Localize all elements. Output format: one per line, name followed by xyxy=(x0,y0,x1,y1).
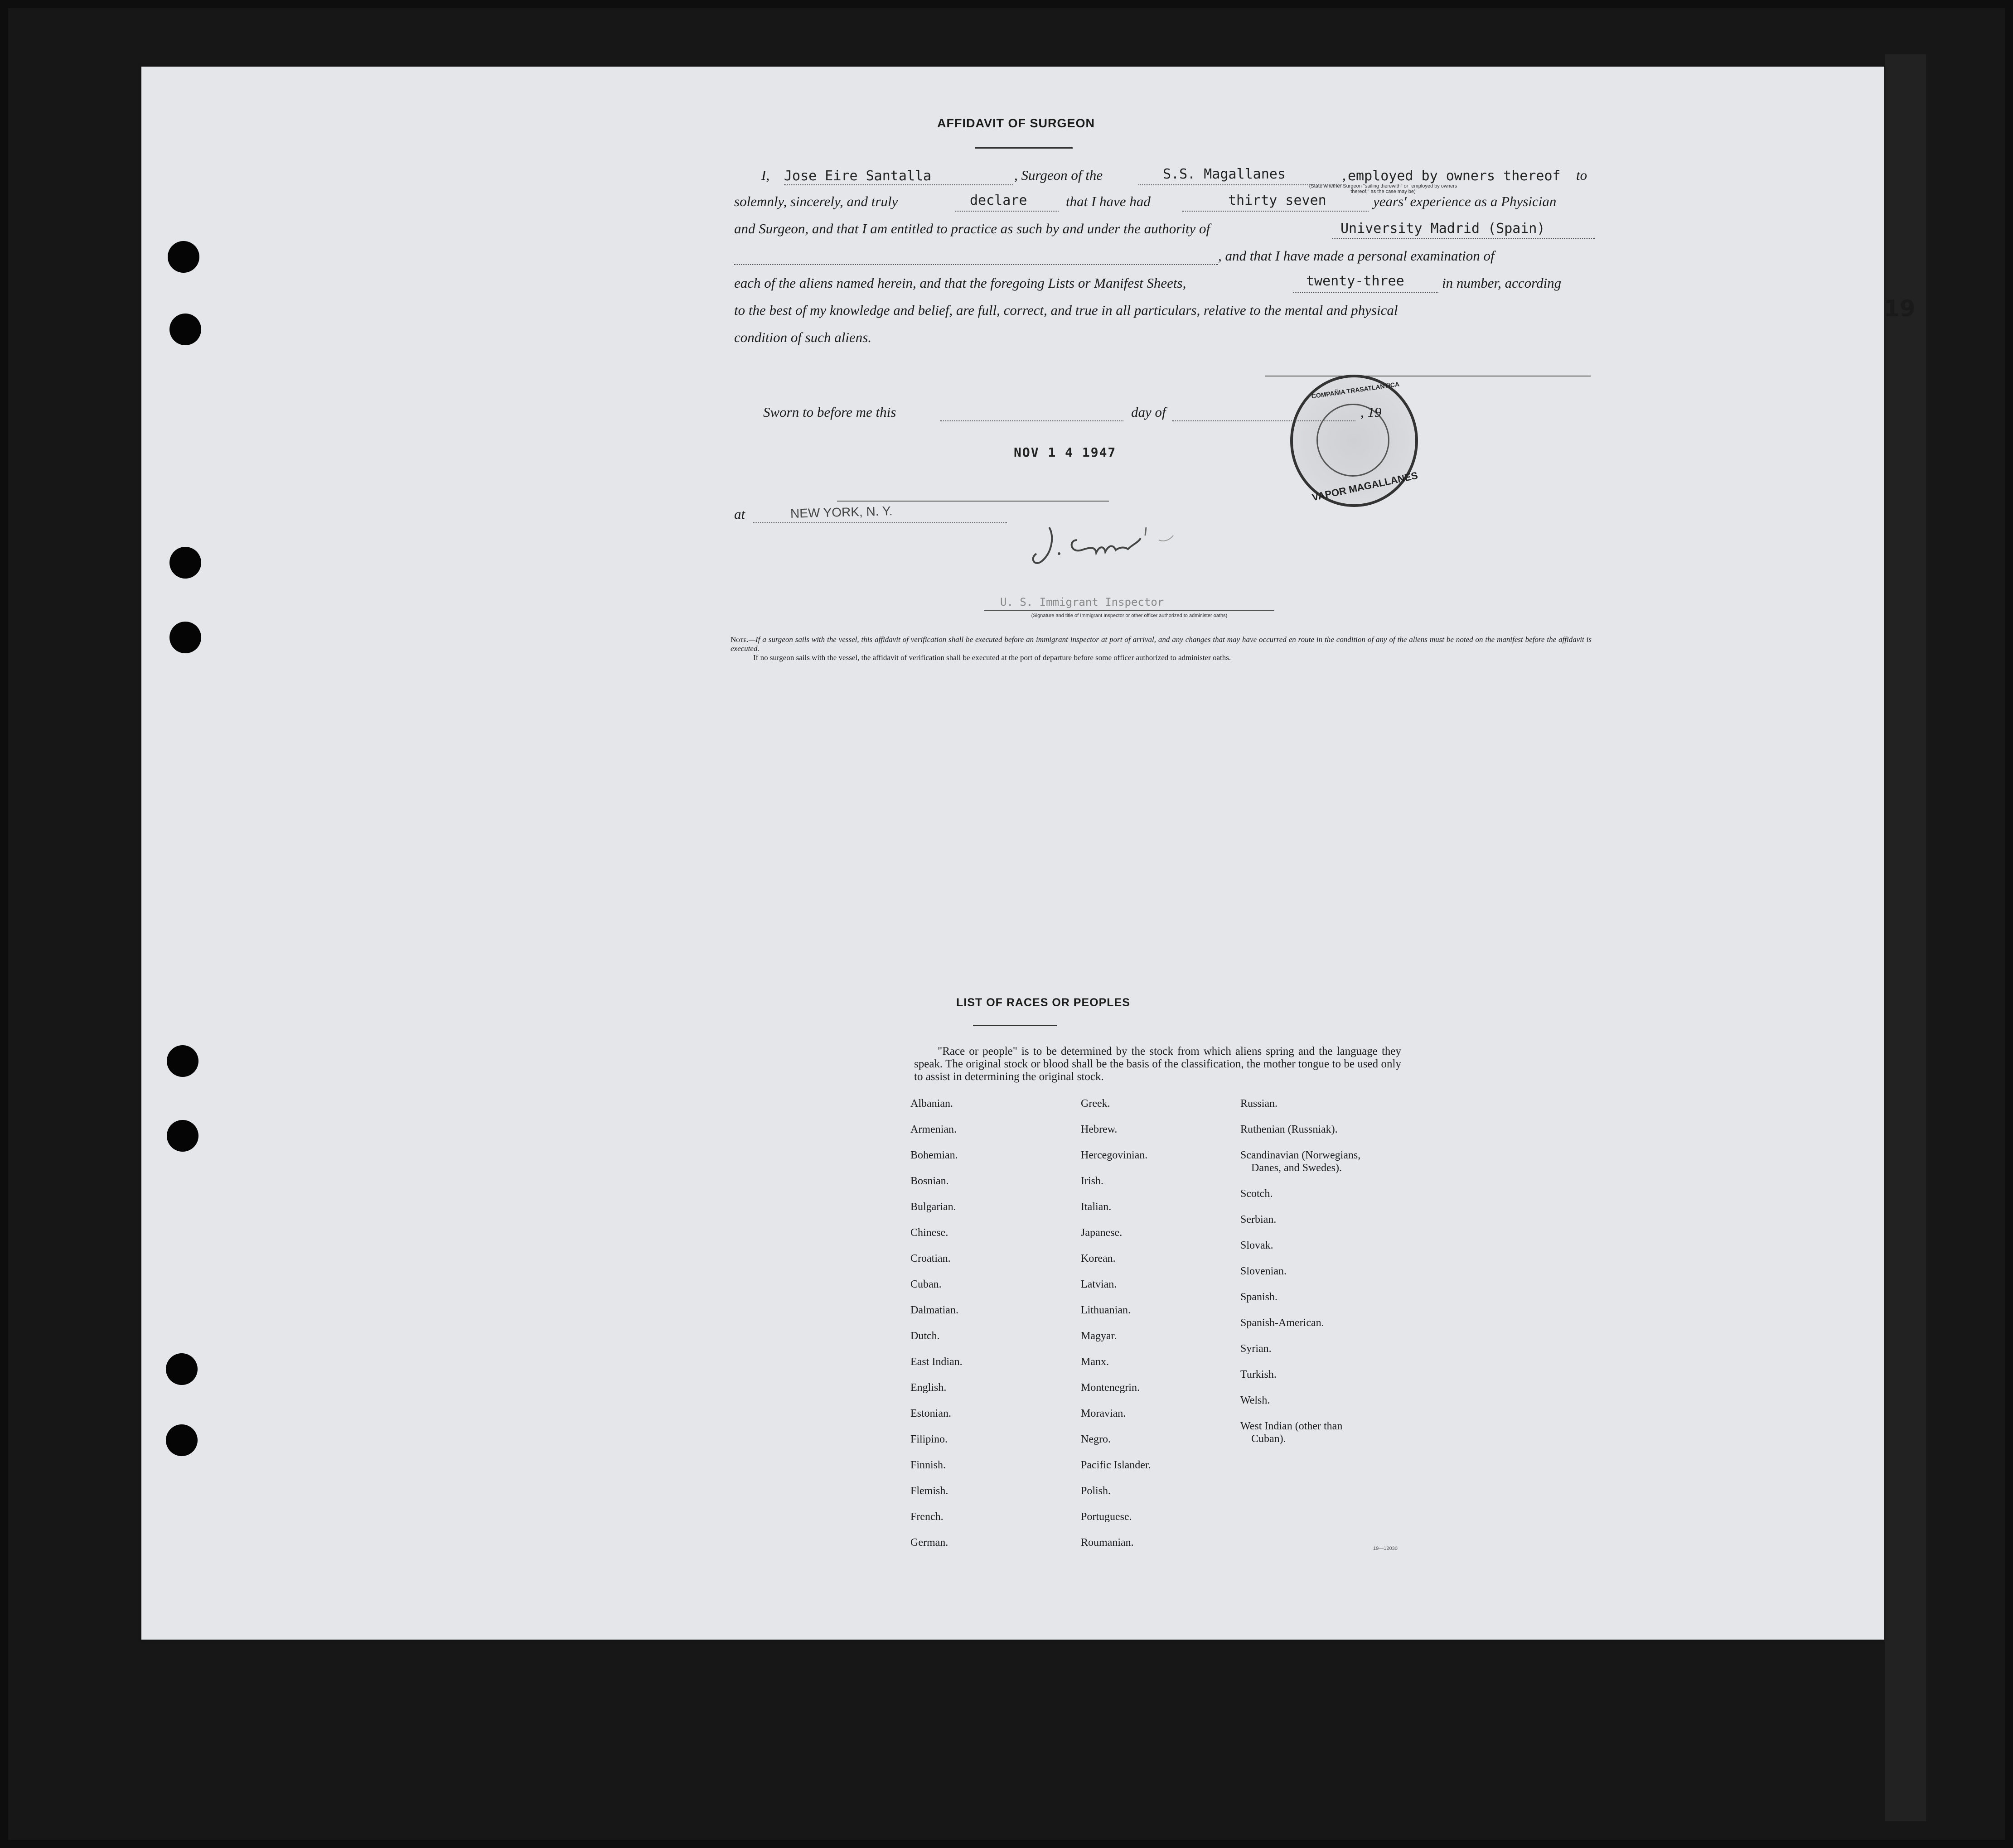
ship-stamp xyxy=(1290,375,1418,507)
punch-hole xyxy=(167,1045,198,1077)
race-item: Scotch. xyxy=(1240,1188,1273,1200)
affidavit-text: to the best of my knowledge and belief, are full, correct, and true in all particulars, relative to the mental and physical xyxy=(734,302,1398,318)
race-item: Lithuanian. xyxy=(1081,1304,1131,1316)
affidavit-text: and Surgeon, and that I am entitled to practice as such by and under the authority of xyxy=(734,221,1210,236)
punch-hole xyxy=(166,1424,198,1456)
race-item: Hercegovinian. xyxy=(1081,1149,1148,1161)
race-item: West Indian (other than Cuban). xyxy=(1240,1420,1343,1445)
years-experience: thirty seven xyxy=(1228,193,1326,208)
form-code: 19—12030 xyxy=(1373,1546,1398,1551)
race-item: Armenian. xyxy=(910,1124,957,1135)
race-item: Portuguese. xyxy=(1081,1511,1132,1523)
note-lead: Note. xyxy=(731,635,749,644)
race-item: Montenegrin. xyxy=(1081,1382,1140,1394)
fill-line xyxy=(955,211,1059,212)
race-item: Dutch. xyxy=(910,1330,940,1342)
note-text-1: —If a surgeon sails with the vessel, this affidavit of verification shall be executed before an immigrant inspector at port of arrival, and any changes that may have occurred en route in the condition of any of the aliens must be noted on the manifest before the affidavit is executed. xyxy=(731,635,1592,653)
fill-line xyxy=(1182,211,1369,212)
stamp-text-bottom: VAPOR MAGALLANES xyxy=(1311,469,1419,503)
employment-status: employed by owners thereof xyxy=(1348,168,1561,184)
race-item: Serbian. xyxy=(1240,1214,1277,1226)
race-item: Manx. xyxy=(1081,1356,1109,1368)
affidavit-text: to xyxy=(1576,167,1587,183)
punch-hole xyxy=(169,547,201,579)
affidavit-text: , Surgeon of the xyxy=(1014,167,1103,183)
place-stamp: NEW YORK, N. Y. xyxy=(790,504,893,521)
race-item: Syrian. xyxy=(1240,1343,1272,1355)
race-item: Dalmatian. xyxy=(910,1304,958,1316)
race-item: Spanish. xyxy=(1240,1291,1278,1303)
fill-line xyxy=(753,522,1007,523)
punch-hole xyxy=(168,241,199,273)
stamp-text-top: COMPAÑIA TRASATLANTICA xyxy=(1311,380,1400,400)
race-item: Latvian. xyxy=(1081,1279,1117,1290)
race-item: Flemish. xyxy=(910,1485,948,1497)
punch-hole xyxy=(169,622,201,653)
surgeon-name: Jose Eire Santalla xyxy=(784,168,932,184)
race-item: Hebrew. xyxy=(1081,1124,1118,1135)
punch-hole xyxy=(167,1120,198,1152)
race-item: Welsh. xyxy=(1240,1394,1270,1406)
race-item: Bosnian. xyxy=(910,1175,949,1187)
document-page xyxy=(141,67,1916,1640)
race-item: Bulgarian. xyxy=(910,1201,956,1213)
manifest-sheet-count: twenty-three xyxy=(1306,273,1404,289)
race-item: Slovak. xyxy=(1240,1240,1273,1251)
affidavit-note xyxy=(731,635,1592,662)
affidavit-text: that I have had xyxy=(1066,193,1151,209)
fill-line xyxy=(734,264,1218,265)
race-item: Russian. xyxy=(1240,1098,1278,1110)
fill-line xyxy=(1293,292,1438,293)
race-item: Chinese. xyxy=(910,1227,948,1239)
note-text-2: If no surgeon sails with the vessel, the affidavit of verification shall be executed at the port of departure before some officer authorized to administer oaths. xyxy=(753,653,1231,662)
inspector-signature xyxy=(1027,522,1181,572)
race-item: Pacific Islander. xyxy=(1081,1459,1151,1471)
affidavit-text: years' experience as a Physician xyxy=(1373,193,1557,209)
affidavit-line-5 xyxy=(734,270,1595,294)
race-item: Albanian. xyxy=(910,1098,953,1110)
races-title-rule xyxy=(973,1025,1057,1026)
races-intro xyxy=(914,1045,1401,1083)
affidavit-line-3 xyxy=(734,216,1595,240)
race-item: Negro. xyxy=(1081,1433,1111,1445)
vessel-name: S.S. Magallanes xyxy=(1163,166,1286,182)
race-item: English. xyxy=(910,1382,947,1394)
race-item: Estonian. xyxy=(910,1408,951,1419)
race-item: East Indian. xyxy=(910,1356,963,1368)
date-stamp: NOV 1 4 1947 xyxy=(1014,445,1117,460)
race-item: Ruthenian (Russniak). xyxy=(1240,1124,1338,1135)
race-item: Scandinavian (Norwegians, Danes, and Swedes). xyxy=(1240,1149,1361,1174)
signature-line xyxy=(837,501,1109,502)
affidavit-text: at xyxy=(734,506,745,522)
fill-line xyxy=(1332,238,1595,239)
races-intro-text: "Race or people" is to be determined by the stock from which aliens spring and the language they speak. The original stock or blood shall be the basis of the classification, the mother tongue to be used only to assist in determining the original stock. xyxy=(914,1045,1401,1083)
employment-hint: (State whether Surgeon "sailing therewith" or "employed by owners thereof," as the case may be) xyxy=(1309,183,1457,194)
race-item: Turkish. xyxy=(1240,1369,1277,1380)
affidavit-line-1 xyxy=(734,163,1595,186)
races-column-2 xyxy=(1081,1097,1244,1562)
affidavit-text: , and that I have made a personal examination of xyxy=(1218,248,1495,264)
affidavit-text: I, xyxy=(761,167,770,183)
affidavit-line-4 xyxy=(734,243,1595,267)
declaration-word: declare xyxy=(970,193,1027,208)
punch-hole xyxy=(169,314,201,345)
affidavit-line-6 xyxy=(734,298,1595,321)
fill-line xyxy=(784,184,1013,185)
page-number: 19 xyxy=(1884,295,1916,322)
title-rule xyxy=(975,147,1073,149)
practice-authority: University Madrid (Spain) xyxy=(1340,221,1545,236)
races-column-3 xyxy=(1240,1097,1403,1458)
affidavit-text: , xyxy=(1342,167,1346,183)
affidavit-text: day of xyxy=(1131,404,1166,420)
affidavit-text: each of the aliens named herein, and that the foregoing Lists or Manifest Sheets, xyxy=(734,275,1186,291)
inspector-title: U. S. Immigrant Inspector xyxy=(1000,596,1164,608)
races-column-1 xyxy=(910,1097,1074,1562)
affidavit-title: AFFIDAVIT OF SURGEON xyxy=(937,116,1095,130)
race-item: Spanish-American. xyxy=(1240,1317,1324,1329)
affidavit-text: , 19 xyxy=(1360,404,1382,420)
race-item: Polish. xyxy=(1081,1485,1111,1497)
affidavit-text: Sworn to before me this xyxy=(763,404,896,420)
race-item: French. xyxy=(910,1511,944,1523)
affidavit-line-2 xyxy=(734,189,1595,212)
affidavit-text: in number, according xyxy=(1442,275,1562,291)
race-item: Bohemian. xyxy=(910,1149,958,1161)
races-title: LIST OF RACES OR PEOPLES xyxy=(956,996,1130,1009)
race-item: Croatian. xyxy=(910,1253,951,1264)
sworn-line xyxy=(763,400,1443,423)
race-item: Japanese. xyxy=(1081,1227,1123,1239)
race-item: Finnish. xyxy=(910,1459,946,1471)
fill-line xyxy=(1172,420,1355,421)
race-item: Moravian. xyxy=(1081,1408,1126,1419)
race-item: Irish. xyxy=(1081,1175,1103,1187)
race-item: Magyar. xyxy=(1081,1330,1117,1342)
affidavit-text: solemnly, sincerely, and truly xyxy=(734,193,898,209)
race-item: Filipino. xyxy=(910,1433,948,1445)
race-item: Greek. xyxy=(1081,1098,1110,1110)
race-item: Roumanian. xyxy=(1081,1537,1134,1549)
race-item: Korean. xyxy=(1081,1253,1116,1264)
fill-line xyxy=(940,420,1123,421)
affidavit-line-7 xyxy=(734,325,1595,348)
race-item: Cuban. xyxy=(910,1279,942,1290)
affidavit-text: condition of such aliens. xyxy=(734,329,872,345)
race-item: Italian. xyxy=(1081,1201,1112,1213)
race-item: German. xyxy=(910,1537,948,1549)
race-item: Slovenian. xyxy=(1240,1265,1287,1277)
inspector-hint: (Signature and title of Immigrant Inspector or other officer authorized to administer oaths) xyxy=(984,610,1274,618)
punch-hole xyxy=(166,1353,198,1385)
